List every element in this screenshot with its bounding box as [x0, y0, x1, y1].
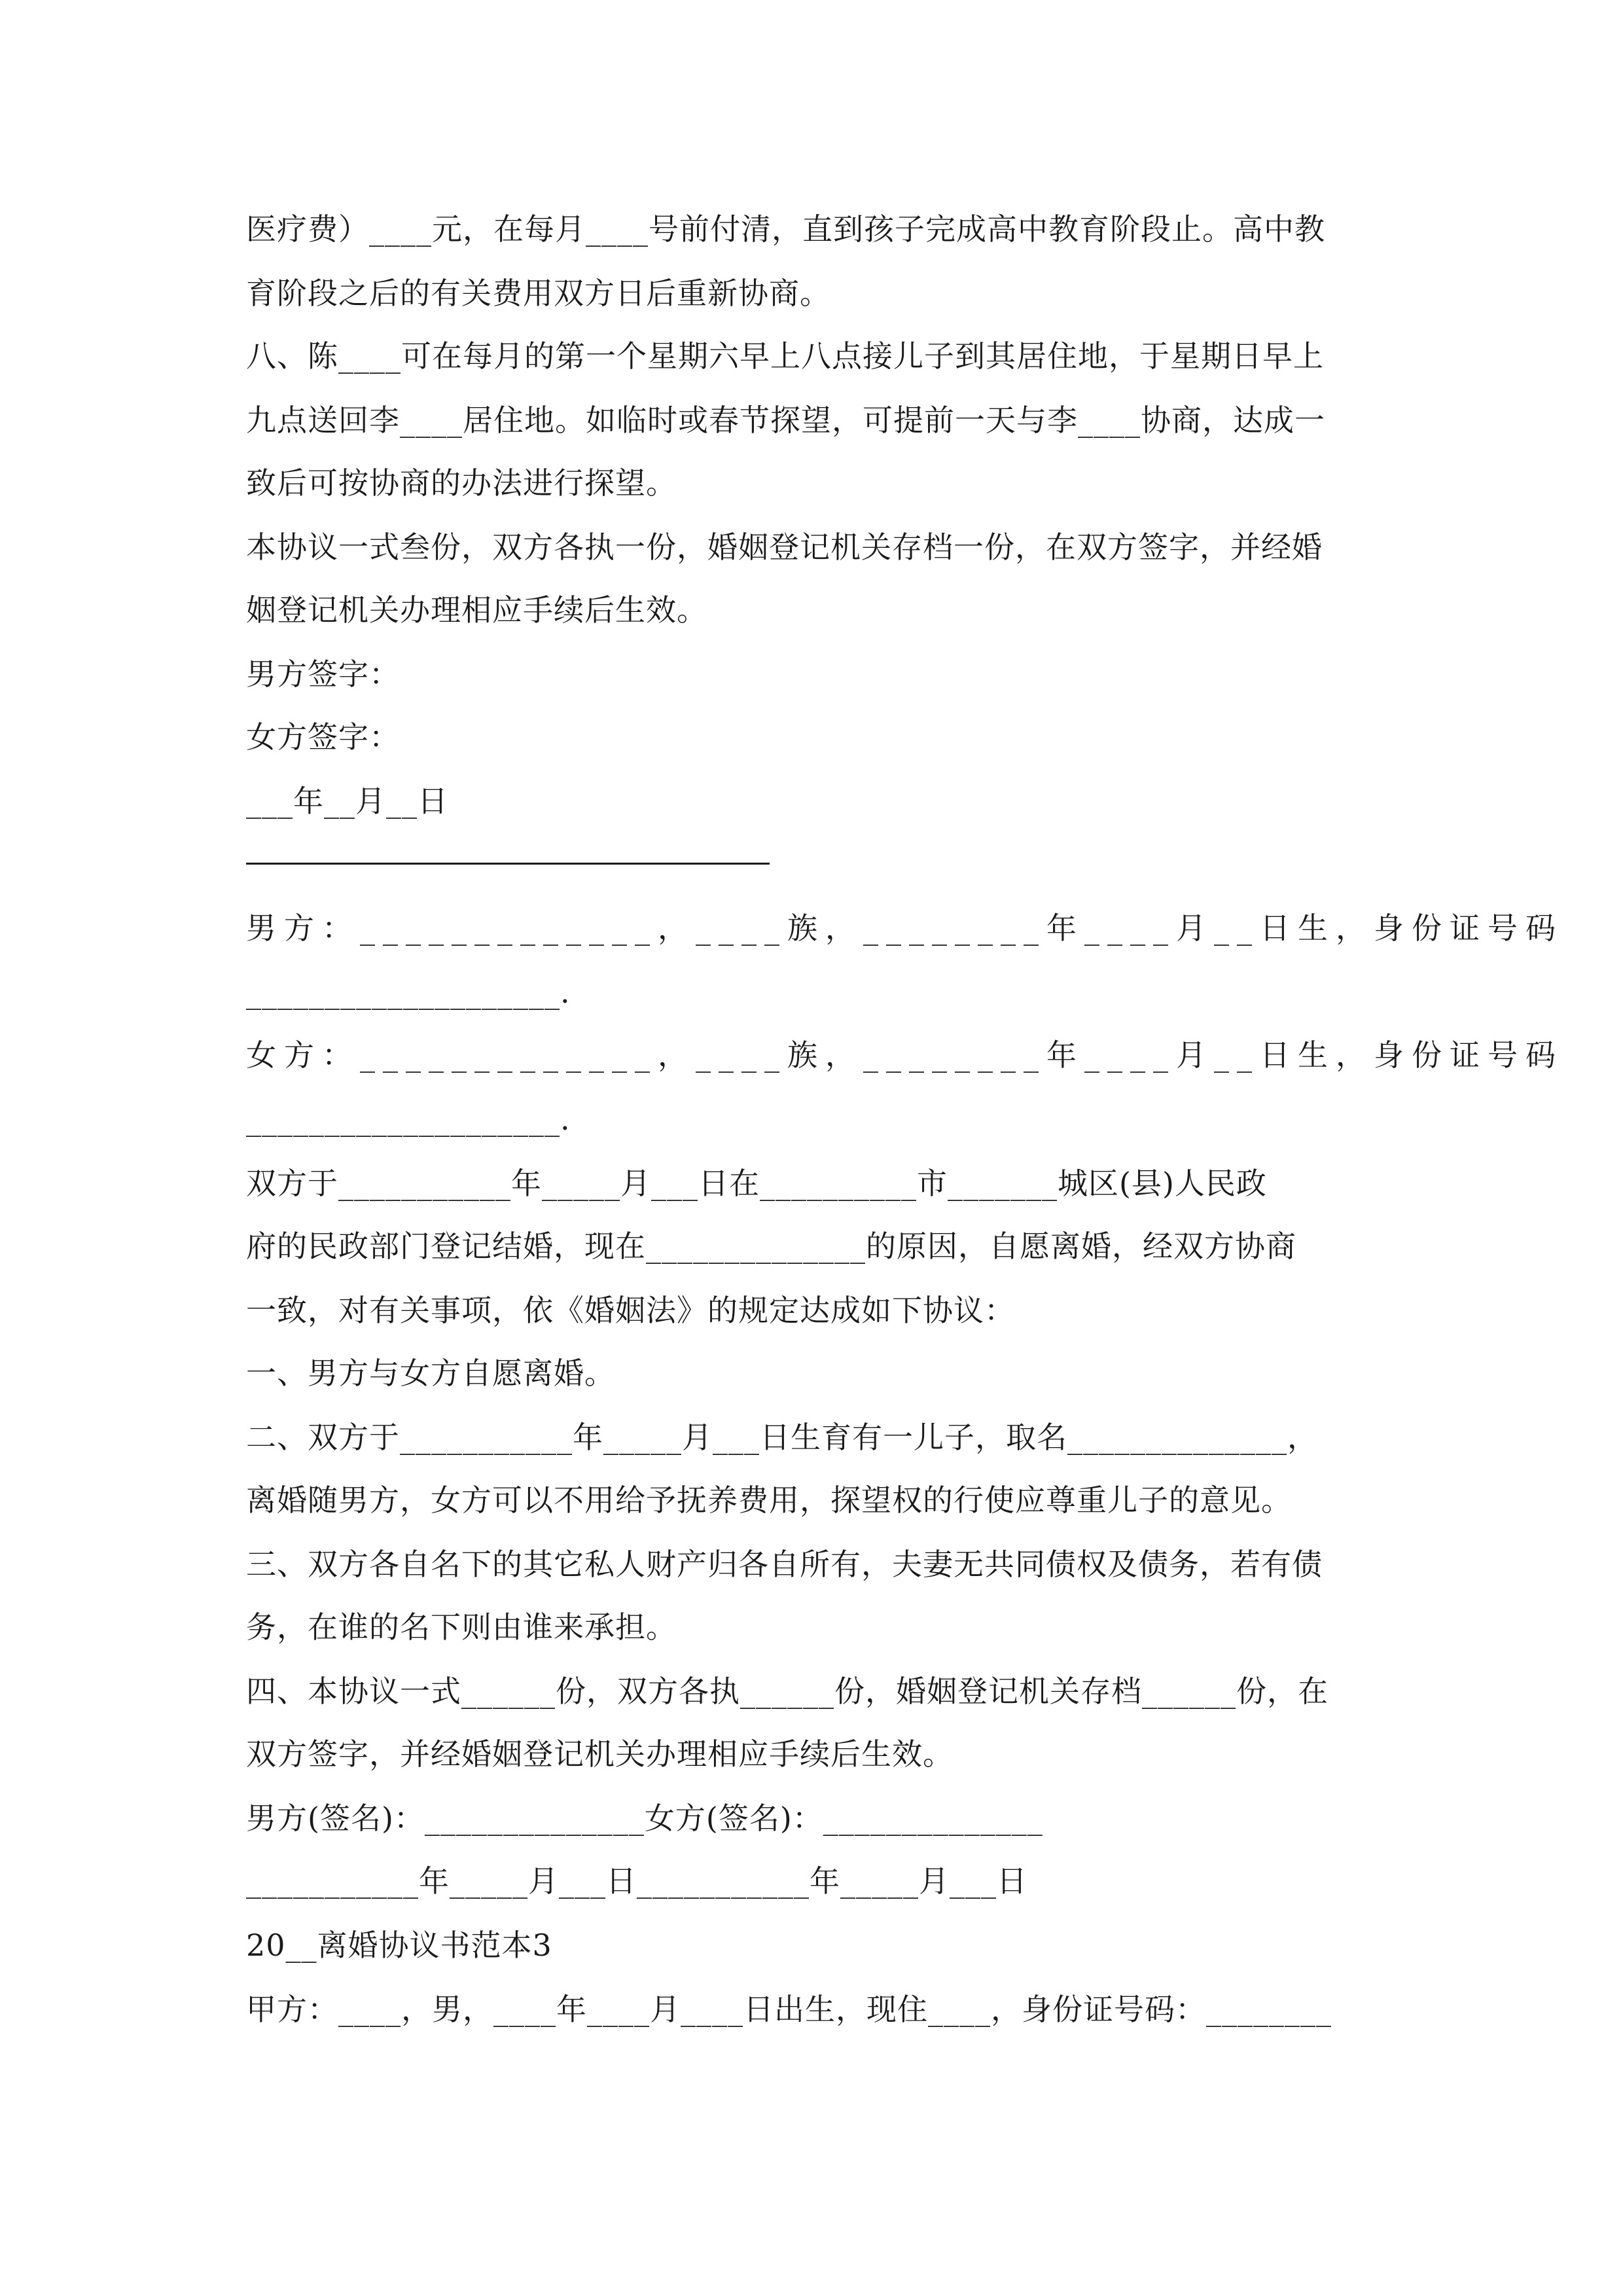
clause-line: 务，在谁的名下则由谁来承担。: [246, 1609, 677, 1645]
section-divider: [246, 863, 770, 865]
paragraph-line: 八、陈____可在每月的第一个星期六早上八点接儿子到其居住地，于星期日早上: [246, 338, 1324, 374]
clause-line: 离婚随男方，女方可以不用给予抚养费用，探望权的行使应尊重儿子的意见。: [246, 1482, 1292, 1518]
signature-date-line: ___________年_____月___日___________年_____月___日: [246, 1863, 1027, 1899]
id-number-line: ____________________.: [246, 1102, 571, 1137]
section-heading: 20__离婚协议书范本3: [246, 1928, 552, 1963]
clause-line: 三、双方各自名下的其它私人财产归各自所有，夫妻无共同债权及债务，若有债: [246, 1547, 1323, 1582]
paragraph-line: 姻登记机关办理相应手续后生效。: [246, 592, 707, 628]
paragraph-line: 一致，对有关事项，依《婚姻法》的规定达成如下协议：: [246, 1293, 1015, 1328]
signature-line: 男方(签名)：______________女方(签名)：______________: [246, 1801, 1043, 1836]
male-party-line: 男方：_____________，____族，________年____月__日生，身份证号码: [246, 910, 1563, 946]
female-signature-label: 女方签字：: [246, 719, 400, 755]
clause-line: 四、本协议一式______份，双方各执______份，婚姻登记机关存档______份，在: [246, 1674, 1329, 1709]
paragraph-line: 府的民政部门登记结婚，现在______________的原因，自愿离婚，经双方协商: [246, 1229, 1296, 1264]
paragraph-line: 致后可按协商的办法进行探望。: [246, 465, 677, 501]
clause-line: 双方签字，并经婚姻登记机关办理相应手续后生效。: [246, 1736, 954, 1772]
paragraph-line: 双方于___________年_____月___日在__________市_______城区(县)人民政: [246, 1166, 1267, 1201]
paragraph-line: 本协议一式叁份，双方各执一份，婚姻登记机关存档一份，在双方签字，并经婚: [246, 529, 1323, 565]
paragraph-line: 九点送回李____居住地。如临时或春节探望，可提前一天与李____协商，达成一: [246, 403, 1325, 438]
clause-line: 一、男方与女方自愿离婚。: [246, 1355, 615, 1391]
paragraph-line: 育阶段之后的有关费用双方日后重新协商。: [246, 276, 830, 311]
party-a-line: 甲方：____，男，____年____月____日出生，现住____，身份证号码：________: [246, 1992, 1332, 2027]
id-number-line: ____________________.: [246, 975, 571, 1010]
female-party-line: 女方：_____________，____族，________年____月__日生，身份证号码: [246, 1037, 1563, 1073]
date-line: ___年__月__日: [246, 783, 448, 819]
male-signature-label: 男方签字：: [246, 656, 400, 692]
paragraph-line: 医疗费）____元，在每月____号前付清，直到孩子完成高中教育阶段止。高中教: [246, 211, 1325, 247]
clause-line: 二、双方于___________年_____月___日生育有一儿子，取名______________，: [246, 1420, 1318, 1455]
